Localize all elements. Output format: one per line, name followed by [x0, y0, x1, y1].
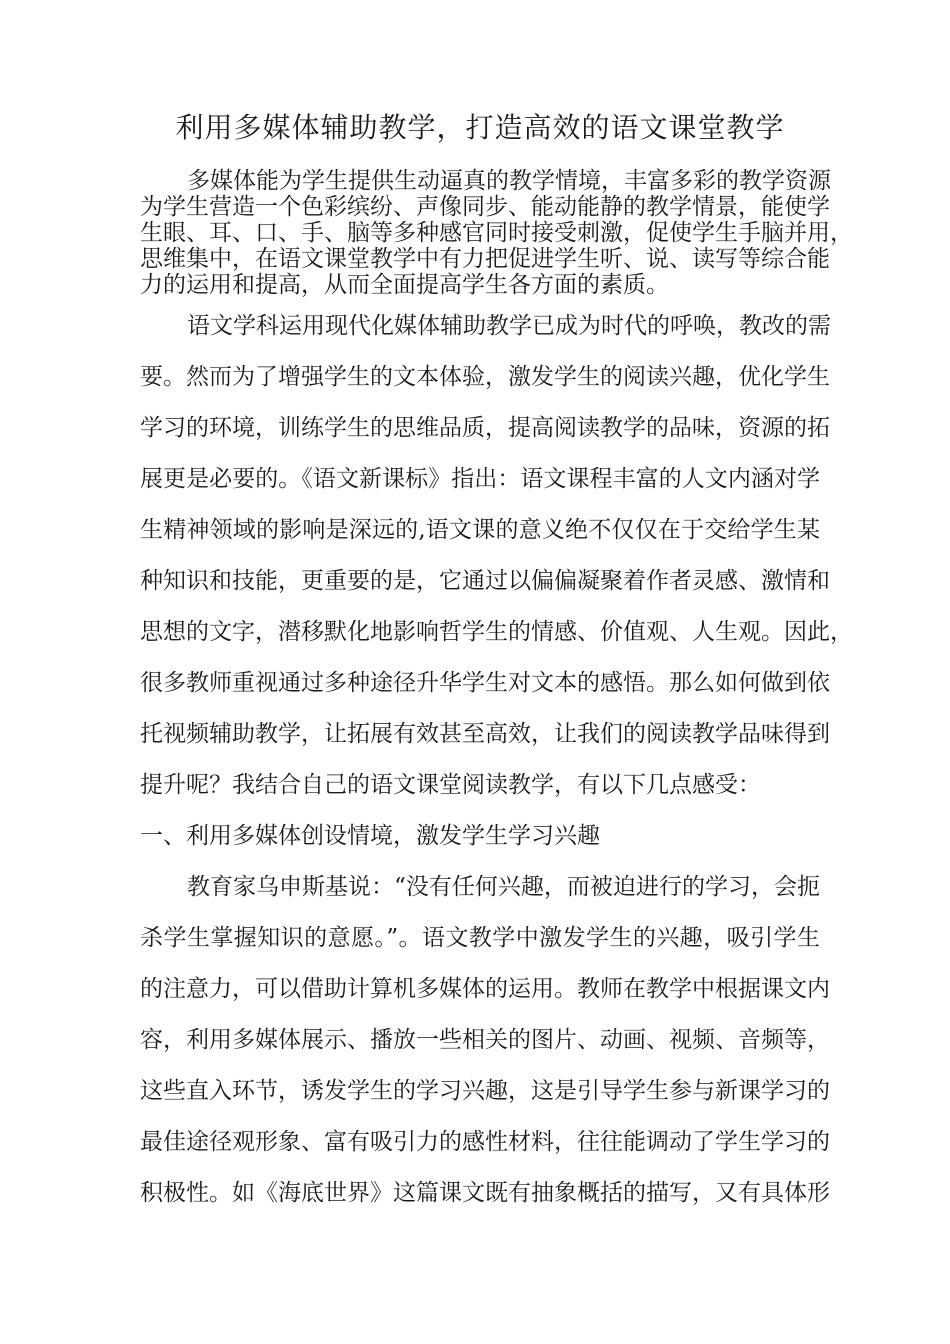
- paragraph-line: 展更是必要的。《语文新课标》指出：语文课程丰富的人文内涵对学: [140, 466, 820, 492]
- paragraph-line: 思想的文字，潜移默化地影响哲学生的情感、价值观、人生观。因此，: [140, 619, 853, 645]
- paragraph-line: 托视频辅助教学，让拓展有效甚至高效，让我们的阅读教学品味得到: [140, 721, 830, 747]
- paragraph-line: 思维集中，在语文课堂教学中有力把促进学生听、说、读写等综合能: [140, 246, 830, 272]
- paragraph-line: 语文学科运用现代化媒体辅助教学已成为时代的呼唤，教改的需: [187, 313, 831, 339]
- paragraph-line: 教育家乌申斯基说：“没有任何兴趣，而被迫进行的学习，会扼: [187, 874, 820, 900]
- paragraph-line: 学习的环境，训练学生的思维品质，提高阅读教学的品味，资源的拓: [140, 415, 830, 441]
- paragraph-line: 的注意力，可以借助计算机多媒体的运用。教师在教学中根据课文内: [140, 976, 830, 1002]
- paragraph-line: 最佳途径观形象、富有吸引力的感性材料，往往能调动了学生学习的: [140, 1129, 830, 1155]
- paragraph-line: 很多教师重视通过多种途径升华学生对文本的感悟。那么如何做到依: [140, 670, 830, 696]
- paragraph-line: 力的运用和提高，从而全面提高学生各方面的素质。: [140, 272, 669, 298]
- paragraph-line: 这些直入环节，诱发学生的学习兴趣，这是引导学生参与新课学习的: [140, 1078, 830, 1104]
- paragraph-line: 要。然而为了增强学生的文本体验，激发学生的阅读兴趣，优化学生: [140, 364, 830, 390]
- paragraph-line: 生眼、耳、口、手、脑等多种感官同时接受刺激，促使学生手脑并用，: [140, 220, 853, 246]
- paragraph-line: 生精神领域的影响是深远的,语文课的意义绝不仅仅在于交给学生某: [140, 517, 820, 543]
- paragraph-line: 种知识和技能，更重要的是，它通过以偏偏凝聚着作者灵感、激情和: [140, 568, 830, 594]
- paragraph-line: 积极性。如《海底世界》这篇课文既有抽象概括的描写，又有具体形: [140, 1180, 830, 1206]
- document-title: 利用多媒体辅助教学，打造高效的语文课堂教学: [175, 111, 785, 144]
- paragraph-line: 为学生营造一个色彩缤纷、声像同步、能动能静的教学情景，能使学: [140, 194, 830, 220]
- section-heading: 一、利用多媒体创设情境，激发学生学习兴趣: [140, 823, 600, 849]
- paragraph-line: 多媒体能为学生提供生动逼真的教学情境，丰富多彩的教学资源: [187, 168, 831, 194]
- paragraph-line: 杀学生掌握知识的意愿。”。语文教学中激发学生的兴趣，吸引学生: [140, 925, 820, 951]
- paragraph-line: 提升呢？我结合自己的语文课堂阅读教学，有以下几点感受：: [140, 772, 761, 798]
- paragraph-line: 容，利用多媒体展示、播放一些相关的图片、动画、视频、音频等，: [140, 1027, 830, 1053]
